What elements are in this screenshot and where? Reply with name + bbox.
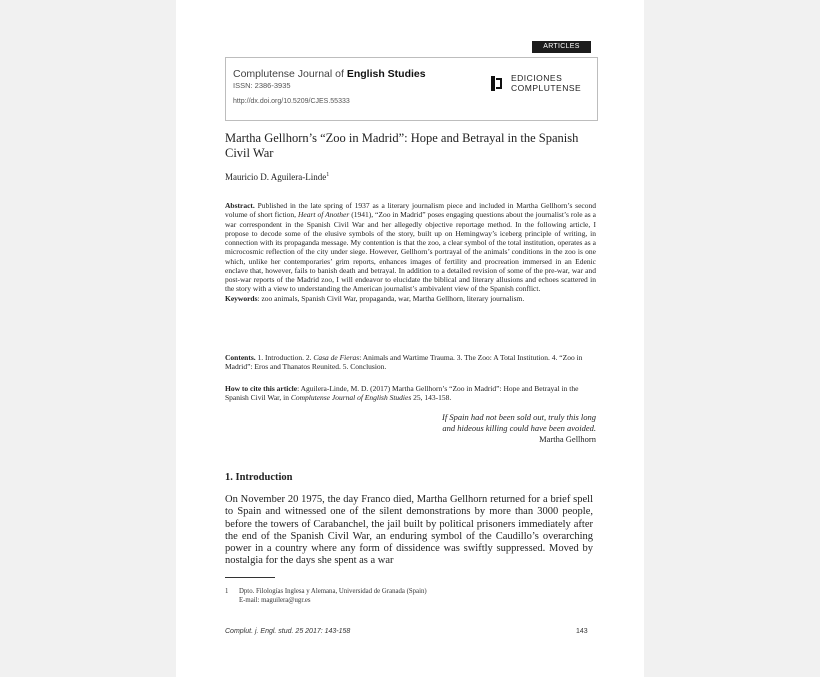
publisher-logo-text: EDICIONES COMPLUTENSE bbox=[511, 73, 582, 93]
abstract-label: Abstract. bbox=[225, 201, 255, 210]
epigraph-attribution: Martha Gellhorn bbox=[539, 434, 596, 444]
publisher-logo-icon bbox=[491, 76, 505, 91]
footnote-number: 1 bbox=[225, 588, 229, 595]
journal-issn: ISSN: 2386-3935 bbox=[233, 81, 291, 90]
footnote-email: E-mail: maguilera@ugr.es bbox=[239, 597, 311, 604]
journal-header-box bbox=[225, 57, 598, 121]
keywords: : zoo animals, Spanish Civil War, propaganda, war, Martha Gellhorn, literary journalism. bbox=[257, 293, 525, 303]
running-footer: Complut. j. Engl. stud. 25 2017: 143-158 bbox=[225, 628, 351, 635]
section-tag: ARTICLES bbox=[532, 41, 591, 53]
footnote-affiliation: Dpto. Filologías Inglesa y Alemana, Universidad de Granada (Spain) bbox=[239, 588, 427, 595]
publisher-logo bbox=[491, 73, 581, 93]
article-title: Martha Gellhorn’s “Zoo in Madrid”: Hope and Betrayal in the Spanish Civil War bbox=[225, 131, 579, 160]
section-heading: 1. Introduction bbox=[225, 472, 293, 483]
author-footnote-ref: 1 bbox=[326, 172, 330, 178]
footnote-divider bbox=[225, 577, 275, 578]
book-title: Heart of Another bbox=[298, 210, 350, 220]
how-to-cite: How to cite this article: Aguilera-Linde, M. D. (2017) Martha Gellhorn’s “Zoo in Madrid”: Hope and Betrayal in the Spanish Civil War, in Complutense Journal of English Studies 25, 143-158. bbox=[225, 384, 579, 403]
contents: Contents. 1. Introduction. 2. Casa de Fieras: Animals and Wartime Trauma. 3. The Zoo: A Total Institution. 4. “Zoo in Madrid”: Eros and Thanatos Reunited. 5. Conclusion. bbox=[225, 353, 583, 372]
epigraph: If Spain had not been sold out, truly this long and hideous killing could have been avoided. Martha Gellhorn bbox=[346, 412, 596, 445]
doi-link[interactable]: http://dx.doi.org/10.5209/CJES.55333 bbox=[233, 98, 350, 105]
journal-name: Complutense Journal of English Studies bbox=[233, 68, 426, 80]
abstract: Abstract. Published in the late spring of 1937 as a literary journalism piece and included in Martha Gellhorn’s second volume of short fiction, Heart of Another (1941), “Zoo in Madrid” poses engaging questions about the journalist’s role as a war correspondent in the Spanish Civil War and her allegedly objective reportage method. In the following article, I propose to decode some of the elusive symbols of the story, built up on Hemingway’s iceberg principle of writing, in connection with its propaganda message. My contention is that the zoo, a clear symbol of the total institution, operates as a microcosmic reflection of the city under siege. However, Gellhorn’s portrayal of the animals’ conditions in the zoo is one which, unlike her contemporaries’ grim reports, enhances images of fertility and procreation immersed in an Edenic enclave that, however, fails to banish death and betrayal. In addition to a detailed revision of some of the pre-war, war and post-war reports of the Madrid zoo, I will endeavor to elucidate the biblical and literary allusions and echoes scattered in the story with a view to understanding the American journalist’s ambivalent view of the Spanish conflict. Keywords: zoo animals, Spanish Civil War, propaganda, war, Martha Gellhorn, literary journalism. bbox=[225, 201, 596, 303]
body-paragraph: On November 20 1975, the day Franco died, Martha Gellhorn returned for a brief spell to Spain and witnessed one of the silent demonstrations by more than 3000 people, before the towers of Carabanchel, the jail built by political prisoners immediately after the end of the Spanish Civil War, an enduring symbol of the Caudillo’s overarching power in a country where any form of dissidence was swiftly suppressed. Moved by nostalgia for the days she spent as a war bbox=[225, 494, 593, 567]
keywords-label: Keywords bbox=[225, 293, 258, 303]
article-author: Mauricio D. Aguilera-Linde$^1$ bbox=[225, 172, 330, 182]
article-page bbox=[176, 0, 644, 677]
page-number: 143 bbox=[576, 628, 588, 635]
